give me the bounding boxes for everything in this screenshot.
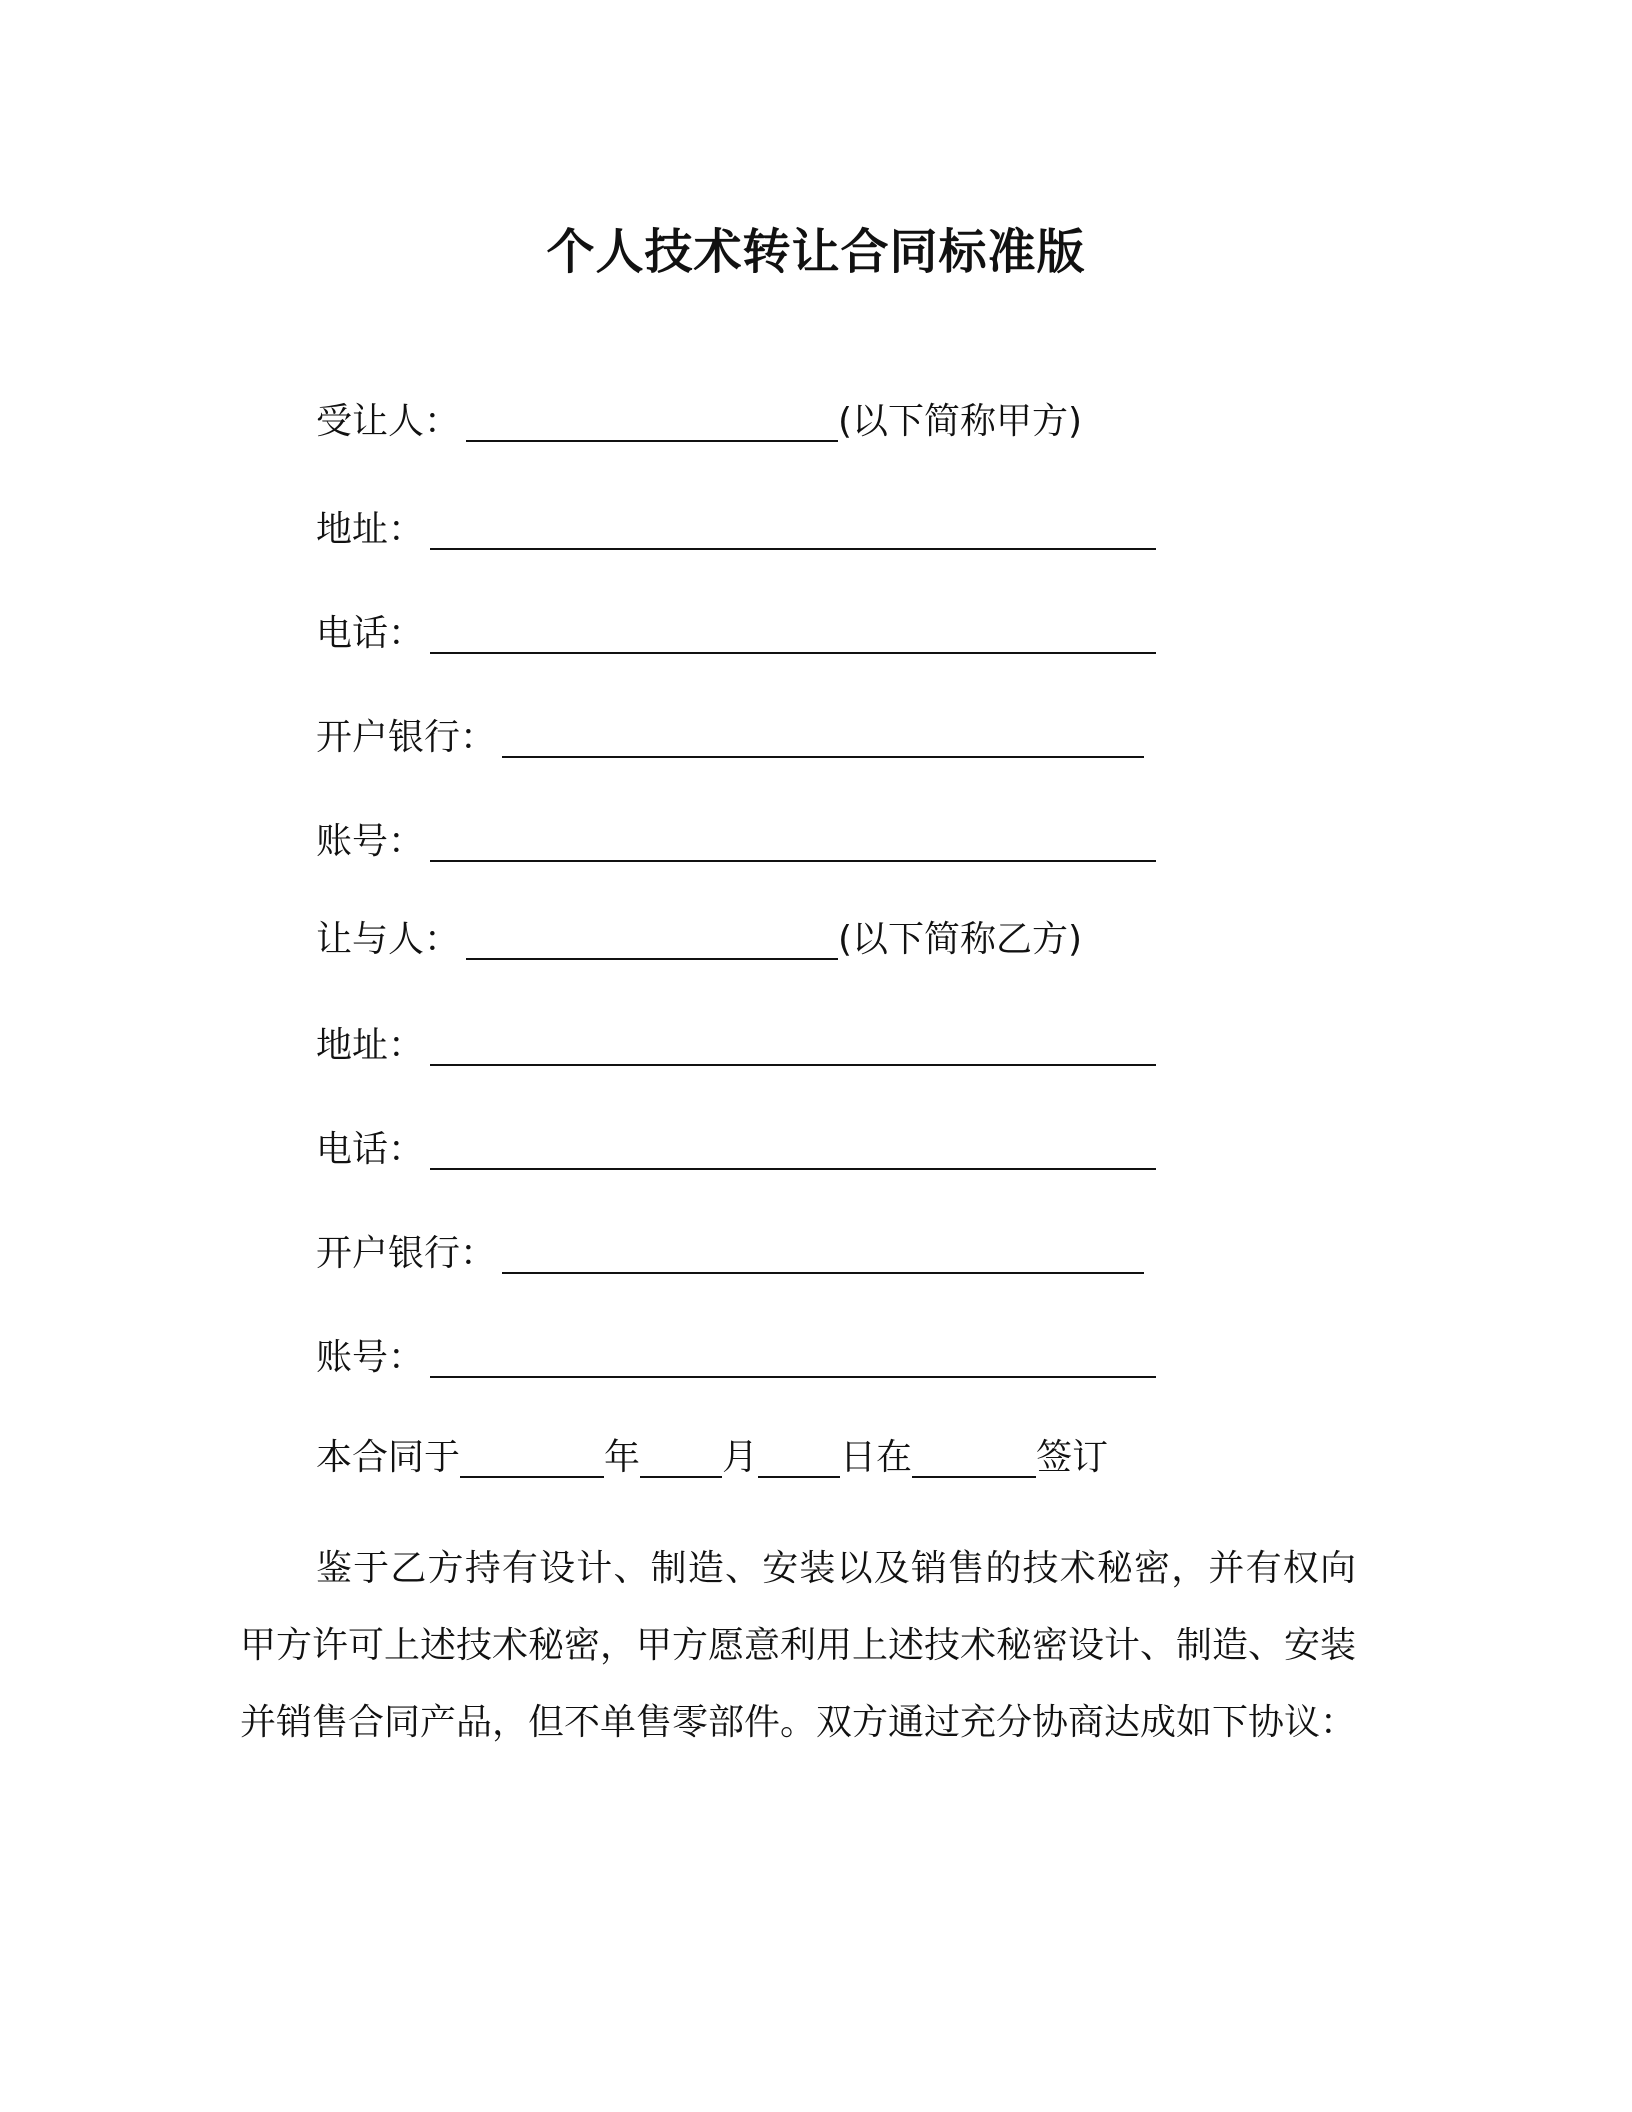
party-b-phone-label: 电话： — [316, 1129, 425, 1170]
party-b-account-label: 账号： — [316, 1337, 425, 1378]
party-b-bank-field — [316, 1228, 1144, 1280]
party-a-account-label: 账号： — [316, 821, 425, 862]
party-a-name-blank[interactable] — [466, 404, 838, 442]
party-b-name-field — [316, 914, 1082, 966]
signing-month-blank[interactable] — [640, 1440, 722, 1478]
party-b-address-blank[interactable] — [430, 1028, 1156, 1066]
party-b-name-label: 让与人： — [316, 919, 461, 960]
party-b-bank-blank[interactable] — [502, 1236, 1144, 1274]
signing-line — [316, 1432, 1108, 1484]
party-a-name-field — [316, 396, 1082, 448]
party-b-address-field — [316, 1020, 1156, 1072]
party-a-phone-label: 电话： — [316, 613, 425, 654]
party-a-address-field — [316, 504, 1156, 556]
party-a-account-blank[interactable] — [430, 824, 1156, 862]
party-b-name-suffix: (以下简称乙方) — [838, 919, 1083, 960]
party-a-address-label: 地址： — [316, 509, 425, 550]
signing-month-label: 月 — [722, 1437, 759, 1478]
party-a-phone-blank[interactable] — [430, 616, 1156, 654]
document-title: 个人技术转让合同标准版 — [546, 224, 1086, 280]
party-a-name-label: 受让人： — [316, 401, 461, 442]
preamble-paragraph: 鉴于乙方持有设计、制造、安装以及销售的技术秘密，并有权向甲方许可上述技术秘密，甲方愿意利用上述技术秘密设计、制造、安装并销售合同产品，但不单售零部件。双方通过充分协商达成如下协议： — [240, 1548, 1357, 1743]
party-a-bank-label: 开户银行： — [316, 717, 497, 758]
party-b-account-field — [316, 1332, 1156, 1384]
party-a-address-blank[interactable] — [430, 512, 1156, 550]
party-a-bank-field — [316, 712, 1144, 764]
signing-day-label: 日在 — [840, 1437, 913, 1478]
signing-day-blank[interactable] — [758, 1440, 840, 1478]
signing-year-blank[interactable] — [460, 1440, 604, 1478]
party-b-bank-label: 开户银行： — [316, 1233, 497, 1274]
party-b-address-label: 地址： — [316, 1025, 425, 1066]
party-a-phone-field — [316, 608, 1156, 660]
signing-prefix: 本合同于 — [316, 1437, 461, 1478]
party-b-phone-field — [316, 1124, 1156, 1176]
party-b-name-blank[interactable] — [466, 922, 838, 960]
party-a-name-suffix: (以下简称甲方) — [838, 401, 1083, 442]
signing-signed-label: 签订 — [1036, 1437, 1109, 1478]
party-a-account-field — [316, 816, 1156, 868]
party-a-bank-blank[interactable] — [502, 720, 1144, 758]
party-b-account-blank[interactable] — [430, 1340, 1156, 1378]
signing-place-blank[interactable] — [912, 1440, 1036, 1478]
party-b-phone-blank[interactable] — [430, 1132, 1156, 1170]
signing-year-label: 年 — [604, 1437, 641, 1478]
